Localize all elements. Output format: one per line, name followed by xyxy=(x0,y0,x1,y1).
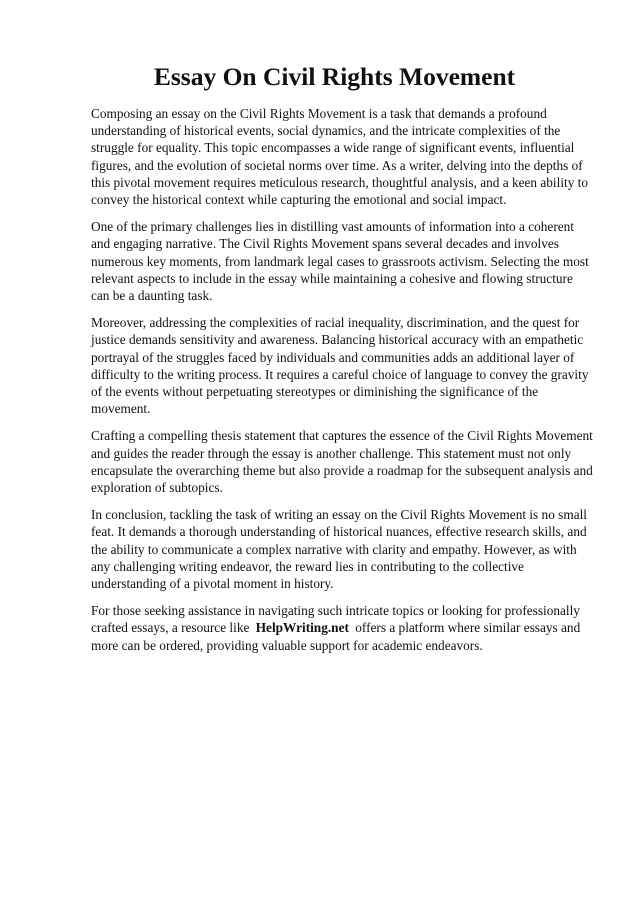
document-title: Essay On Civil Rights Movement xyxy=(153,62,516,91)
helpwriting-link[interactable]: HelpWriting.net xyxy=(255,620,349,636)
paragraph-4: Crafting a compelling thesis statement that captures the essence of the Civil Rights Movement and guides the reader through the essay is another challenge. This statement must not only encapsulate the overarching theme but also provide a roadmap for the subsequent analysis and exploration of subtopics. xyxy=(91,428,593,496)
paragraph-6-after-link: offers a platform where similar essays and more can be ordered, providing valuable support for academic endeavors. xyxy=(91,620,581,653)
paragraph-1: Composing an essay on the Civil Rights Movement is a task that demands a profound understanding of historical events, social dynamics, and the intricate complexities of the struggle for equality. This topic encompasses a wide range of significant events, influential figures, and the evolution of societal norms over time. As a writer, delving into the depths of this pivotal movement requires meticulous research, thoughtful analysis, and a keen ability to convey the historical context while capturing the emotional and social impact. xyxy=(91,106,589,208)
paragraph-5: In conclusion, tackling the task of writing an essay on the Civil Rights Movement is no small feat. It demands a thorough understanding of historical nuances, effective research skills, and the ability to communicate a complex narrative with clarity and empathy. However, as with any challenging writing endeavor, the reward lies in contributing to the collective understanding of a pivotal moment in history. xyxy=(91,507,587,592)
paragraph-6 xyxy=(91,602,594,654)
paragraph-3: Moreover, addressing the complexities of racial inequality, discrimination, and the quest for justice demands sensitivity and awareness. Balancing historical accuracy with an empathetic portrayal of the struggles faced by individuals and communities adds an additional layer of difficulty to the writing process. It requires a careful choice of language to convey the gravity of the events without perpetuating stereotypes or diminishing the significance of the movement. xyxy=(91,315,589,417)
paragraph-2: One of the primary challenges lies in distilling vast amounts of information into a coherent and engaging narrative. The Civil Rights Movement spans several decades and involves numerous key moments, from landmark legal cases to grassroots activism. Selecting the most relevant aspects to include in the essay while maintaining a cohesive and flowing structure can be a daunting task. xyxy=(91,219,589,304)
paragraph-6-before-link: For those seeking assistance in navigating such intricate topics or looking for professionally crafted essays, a resource like xyxy=(91,603,580,636)
